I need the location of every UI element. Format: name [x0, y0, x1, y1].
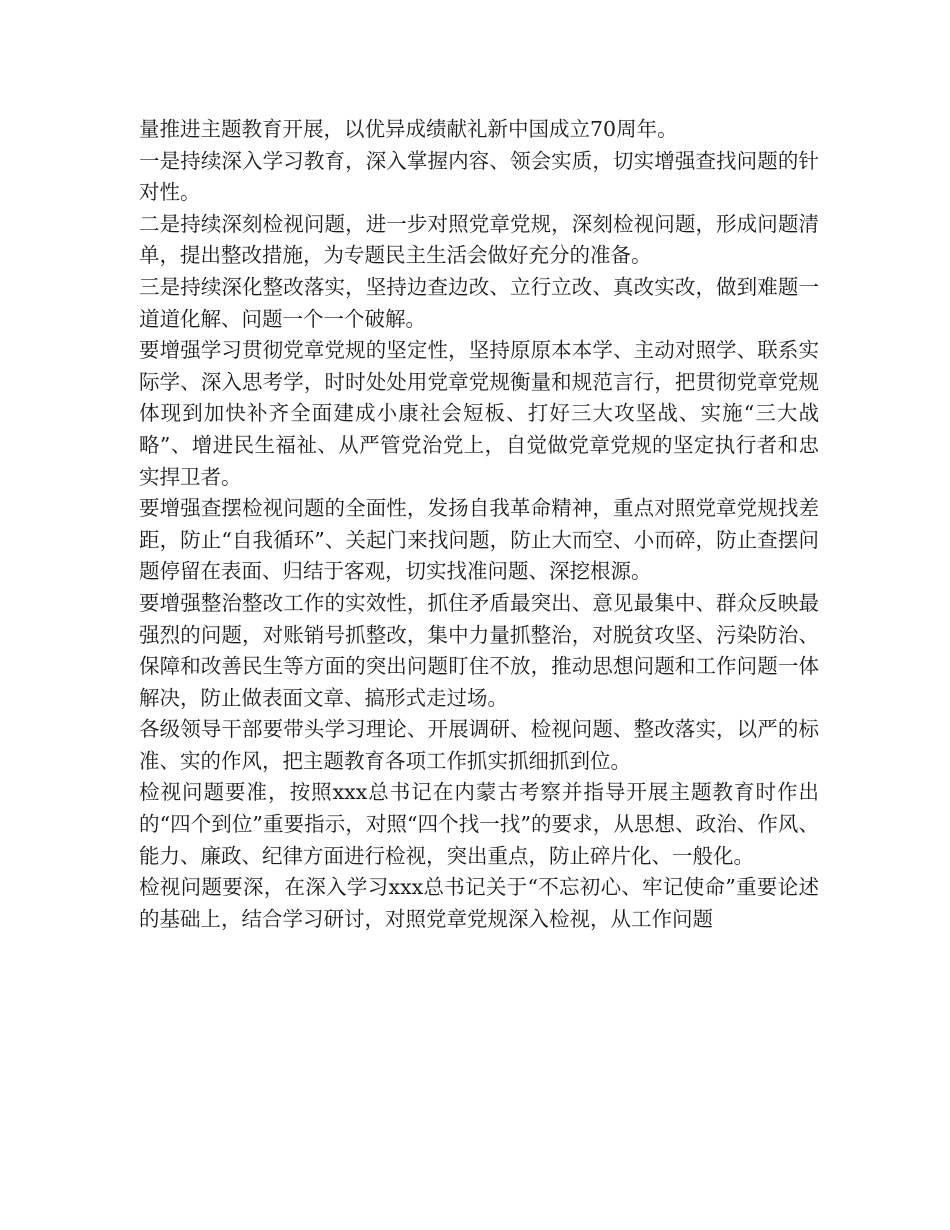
paragraph-6: 要增强查摆检视问题的全面性，发扬自我革命精神，重点对照党章党规找差距，防止“自我循环”、关起门来找问题，防止大而空、小而碎，防止查摆问题停留在表面、归结于客观，切实找准问题、深挖根源。 — [139, 496, 819, 584]
paragraph-3: 二是持续深刻检视问题，进一步对照党章党规，深刻检视问题，形成问题清单，提出整改措施，为专题民主生活会做好充分的准备。 — [139, 211, 819, 268]
paragraph-10: 检视问题要深，在深入学习xxx总书记关于“不忘初心、牢记使命”重要论述的基础上，结合学习研讨，对照党章党规深入检视，从工作问题 — [139, 875, 819, 931]
paragraph-8: 各级领导干部要带头学习理论、开展调研、检视问题、整改落实，以严的标准、实的作风，把主题教育各项工作抓实抓细抓到位。 — [139, 717, 819, 773]
paragraph-2: 一是持续深入学习教育，深入掌握内容、领会实质，切实增强查找问题的针对性。 — [139, 148, 819, 205]
document-body — [139, 114, 819, 935]
paragraph-5: 要增强学习贯彻党章党规的坚定性，坚持原原本本学、主动对照学、联系实际学、深入思考学，时时处处用党章党规衡量和规范言行，把贯彻党章党规体现到加快补齐全面建成小康社会短板、打好三大攻坚战、实施“三大战略”、增进民生福祉、从严管党治党上，自觉做党章党规的坚定执行者和忠实捍卫者。 — [139, 338, 819, 489]
paragraph-9: 检视问题要准，按照xxx总书记在内蒙古考察并指导开展主题教育时作出的“四个到位”重要指示，对照“四个找一找”的要求，从思想、政治、作风、能力、廉政、纪律方面进行检视，突出重点，防止碎片化、一般化。 — [139, 780, 819, 868]
paragraph-1: 量推进主题教育开展，以优异成绩献礼新中国成立70周年。 — [139, 117, 678, 141]
paragraph-4: 三是持续深化整改落实，坚持边查边改、立行立改、真改实改，做到难题一道道化解、问题一个一个破解。 — [139, 274, 819, 331]
paragraph-7: 要增强整治整改工作的实效性，抓住矛盾最突出、意见最集中、群众反映最强烈的问题，对账销号抓整改，集中力量抓整治，对脱贫攻坚、污染防治、保障和改善民生等方面的突出问题盯住不放，推动思想问题和工作问题一体解决，防止做表面文章、搞形式走过场。 — [139, 590, 819, 710]
